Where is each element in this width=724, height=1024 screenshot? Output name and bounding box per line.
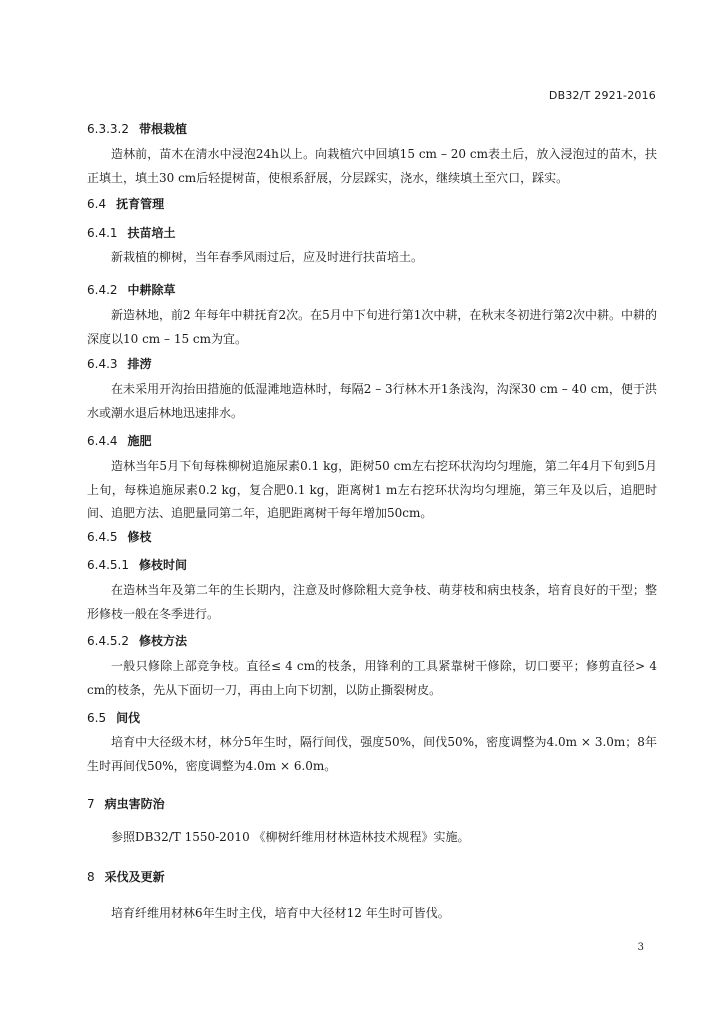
paragraph: 新造林地，前2 年每年中耕抚育2次。在5月中下旬进行第1次中耕，在秋末冬初进行第2次中耕。中耕的深度以10 cm – 15 cm为宜。 <box>87 308 657 346</box>
section-number: 6.4.1 <box>87 226 118 240</box>
section-number: 6.4.5.2 <box>87 634 129 648</box>
section-heading <box>87 195 164 212</box>
section-number: 6.4.5.1 <box>87 558 129 572</box>
paragraph: 培育中大径级木材，林分5年生时，隔行间伐，强度50%，间伐50%，密度调整为4.0m × 3.0m；8年生时再间伐50%，密度调整为4.0m × 6.0m。 <box>87 735 657 773</box>
section-title: 间伐 <box>116 711 141 725</box>
section-number: 6.4.2 <box>87 283 118 297</box>
section-title: 扶苗培土 <box>127 226 176 240</box>
section-number: 6.5 <box>87 711 107 725</box>
paragraph: 造林前，苗木在清水中浸泡24h以上。向栽植穴中回填15 cm – 20 cm表土后，放入浸泡过的苗木，扶正填土，填土30 cm后轻提树苗，使根系舒展，分层踩实，浇水，继续填土至穴口，踩实。 <box>87 147 657 185</box>
section-number: 6.4.3 <box>87 357 118 371</box>
section-title: 修枝 <box>127 530 152 544</box>
paragraph: 参照DB32/T 1550-2010 《柳树纤维用材林造林技术规程》实施。 <box>111 830 470 844</box>
section-number: 7 <box>87 797 95 811</box>
section-title: 抚育管理 <box>116 197 165 211</box>
section-heading <box>87 281 176 298</box>
paragraph: 新栽植的柳树，当年春季风雨过后，应及时进行扶苗培土。 <box>111 250 424 264</box>
paragraph: 造林当年5月下旬每株柳树追施尿素0.1 kg，距树50 cm左右挖环状沟均匀埋施，第二年4月下旬到5月上旬，每株追施尿素0.2 kg，复合肥0.1 kg，距离树1 m左右挖环状沟均匀埋施，第三年及以后，追肥时间、追肥方法、追肥量同第二年，追肥距离树干每年增加50cm。 <box>87 459 657 520</box>
section-heading <box>87 224 176 241</box>
section-number: 6.4.4 <box>87 434 118 448</box>
section-number: 6.3.3.2 <box>87 122 129 136</box>
standard-code: DB32/T 2921-2016 <box>548 89 656 102</box>
section-number: 6.4 <box>87 197 107 211</box>
section-title: 病虫害防治 <box>104 797 165 811</box>
paragraph: 在未采用开沟抬田措施的低湿滩地造林时，每隔2 – 3行林木开1条浅沟，沟深30 cm – 40 cm，便于洪水或潮水退后林地迅速排水。 <box>87 382 657 420</box>
section-title: 采伐及更新 <box>104 870 165 884</box>
section-title: 修枝时间 <box>138 558 187 572</box>
paragraph: 在造林当年及第二年的生长期内，注意及时修除粗大竞争枝、萌芽枝和病虫枝条，培育良好的干型；整形修枝一般在冬季进行。 <box>87 583 657 621</box>
section-heading <box>87 556 187 573</box>
page-number: 3 <box>637 942 644 953</box>
paragraph: 一般只修除上部竞争枝。直径≤ 4 cm的枝条，用锋利的工具紧靠树干修除，切口要平；修剪直径> 4 cm的枝条，先从下面切一刀，再由上向下切割，以防止撕裂树皮。 <box>87 659 657 697</box>
section-title: 带根栽植 <box>138 122 187 136</box>
section-heading <box>87 355 152 372</box>
section-heading <box>87 528 152 545</box>
section-heading <box>87 868 165 885</box>
section-number: 8 <box>87 870 95 884</box>
section-title: 中耕除草 <box>127 283 176 297</box>
section-heading <box>87 632 187 649</box>
section-title: 修枝方法 <box>138 634 187 648</box>
section-title: 施肥 <box>127 434 152 448</box>
section-title: 排涝 <box>127 357 152 371</box>
section-heading <box>87 120 187 137</box>
paragraph: 培育纤维用材林6年生时主伐，培育中大径材12 年生时可皆伐。 <box>111 906 450 920</box>
section-heading <box>87 709 140 726</box>
section-heading <box>87 795 165 812</box>
section-number: 6.4.5 <box>87 530 118 544</box>
section-heading <box>87 432 152 449</box>
